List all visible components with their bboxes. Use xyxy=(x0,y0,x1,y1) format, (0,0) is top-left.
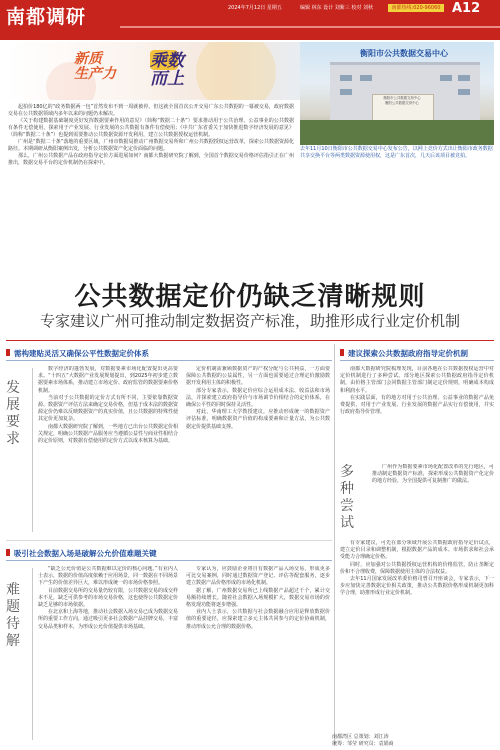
editor-credits: 编辑 林东 设计 刘紫三 校对 刘秋 xyxy=(300,5,373,11)
intro-text xyxy=(8,104,294,167)
publication-date: 2024年7月12日 星期五 xyxy=(228,5,282,11)
building-photo xyxy=(300,42,494,145)
section-title: 建议探索公共数据政府指导定价机制 xyxy=(348,349,468,358)
plaque-text: 衡阳市公共数据交易中心 衡阳公共数据交易中心 xyxy=(383,96,421,105)
section-column: 专家认为，应鼓励企业将自有数据产品入场交易，形成更多可比交易案例，同时通过数据资产登记、评估等配套服务，逐步建立数据产品价格形成的市场化机制。 据了解，广州数据交易所已上线数据产品超过千个，累计交易额持续增长。随着社会数据入场规模扩大，数据交易市场的价格发现功能将逐步增强。 业内人士表示，公共数据与社会数据融合应用是释放数据价值的重要途径，应探索建立多元主体共同参与的定价协商机制，推动形成公允合理的数据价格。 xyxy=(186,566,330,630)
trees xyxy=(300,120,494,145)
intro-paragraph: 广州是“数据二十条”落地的重要区域，广州市数据局推动广州数据交易所和广州公共数据授权运营改革，探索公共数据资源化路径。本期调研从衡阳案例出发，分析公共数据资产化定价面临的问题。 xyxy=(8,139,294,152)
slogan1-line1: 新质 xyxy=(74,51,102,67)
section-side-label: 发 展 要 求 xyxy=(6,380,20,447)
sub-headline: 专家建议广州可推动制定数据资产标准，助推形成行业定价机制 xyxy=(39,312,460,330)
section-divider xyxy=(6,540,332,541)
photo-caption: 去年11月10日衡阳市公共数据交易中心发布公告，以网上竞价方式出让衡阳市政务数据共享交换平台等两类数据资源使用权，这是广东首次，几天后该项目被竞拍。 xyxy=(300,146,493,159)
section-rule xyxy=(340,360,494,361)
label-divider xyxy=(32,568,33,740)
section-rule xyxy=(6,360,332,361)
label-divider xyxy=(32,368,33,532)
slogan1-line2: 生产力 xyxy=(74,66,116,82)
intro-paragraph: 起拍价180亿的“政务数据两一包”首然发布不到一周就被停。但这就全国首次公开交易广东公共数据的一幕被交易，政府数据交易在公共数据领域内多年以来的问题仍未解决。 xyxy=(8,104,294,117)
hotline-badge: 南都热线:020-96060 xyxy=(388,4,444,12)
column-divider xyxy=(334,344,335,746)
headline-rule xyxy=(6,340,494,341)
section-side-label: 多 种 尝 试 xyxy=(340,464,354,531)
slogan2-line1: 乘数 xyxy=(150,51,184,71)
section-title: 需构建贴灵活又确保公平性数据定价体系 xyxy=(14,349,149,358)
intro-paragraph: 那么，广州公共数据产品在政府指导定价方面进展如何？南都大数据研究院了解到，全国首个数据交易价格评估指引正在广州推出，数据交易平台的定价机制仍在探索中。 xyxy=(8,153,294,166)
page-number: A12 xyxy=(452,1,481,16)
slogan2-line2: 而上 xyxy=(150,69,184,89)
section-column: “缺乏公允价值是公共数据难以定价的核心问题。”有业内人士表示，数据的价值高度依赖于应用场景，同一数据在不同场景下产生的价值差异巨大，难以形成统一的市场价格参照。 目前数据交易所的交易量仍较有限，公共数据交易的成交样本不足，缺乏可供参考的市场交易价格，这也使得公共数据定价缺乏足够的市场依据。 在北京和上海等地，推动社会数据入场交易已成为数据交易所的重要工作方向，通过吸引更多社会数据产品挂牌交易，丰富交易品类和样本，为形成公允价值提供市场基础。 xyxy=(38,566,178,630)
section-column: 南都大数据研究院梳理发现，目前各地在公共数据授权运营中对定价机制进行了多种尝试。部分地区探索公共数据政府指导定价机制，由价格主管部门会同数据主管部门制定定价规则，明确成本构成和利润水平。 在实践层面，有的地方对用于公共治理、公益事业的数据产品免费提供，对用于产业发展、行业发展的数据产品实行有偿使用，并实行政府指导价管理。 xyxy=(340,366,494,416)
section-title: 吸引社会数据入场是破解公允价值难题关键 xyxy=(14,549,157,558)
slogan-multiply xyxy=(150,50,210,98)
intro-paragraph: 《关于构建数据基础制度更好发挥数据要素作用的意见》（简称“数据二十条”）要求推动用于公共治理、公益事业的公共数据有条件无偿使用，探索用于产业发展、行业发展的公共数据有条件有偿使用；《中共广东省委关于加快推进数字经济发展的意见》（简称“数据二十条”）也提到需要推动公共数据资源开发利用，建立公共数据授权运营机制。 xyxy=(8,118,294,138)
section-logo: 南都调研 xyxy=(6,6,87,28)
slogan-new-productivity xyxy=(74,48,136,96)
building-sign: 衡阳市公共数据交易中心 xyxy=(360,49,448,58)
section-column: 广州作为数据要素市场化配置改革的先行地区，可推动制定数据资产标准，探索形成公共数据资产化定价的地方经验，为全国提供可复制推广的做法。 xyxy=(372,464,494,485)
footer-credits: 南都湾区 总策划：刘江涛 统筹：邹莹 研究员：袁娟商 xyxy=(332,734,394,747)
section-side-label: 难 题 待 解 xyxy=(6,582,20,649)
section-column: 数字经济的蓬勃发展，对数据要素市场化配置提出更高要求。“十四五”大数据产业发展规划提出，到2025年初步建立数据要素市场体系，推动建立市场定价、政府监管的数据要素价格机制。 当前对于公共数据的定价方式有所不同，主要依靠数据资源、数据资产评估方法来确定交易价格，但基于成本法的数据资源定价仍难以反映数据资产的真实价值，且公共数据的特殊性使其定价更加复杂。 南都大数据研究院了解到，一些地方已出台公共数据定价相关规定，明确公共数据产品服务应当遵循公益性与商业性相结合的定价原则，对数据有偿使用的定价方式以成本核算为基础。 xyxy=(38,366,178,445)
section-column: 有专家建议，可先在部分领域开展公共数据政府指导定价试点，建立定价目录和调整机制，根据数据产品的成本、市场供求和社会承受能力合理确定价格。 同时，应加强对公共数据授权运营机构的价格监管，防止垄断定价和不合理收费，保障数据使用主体的合法权益。 去年11月国家发展改革委价格司曾召开座谈会，专家表示，下一步应加快完善数据定价相关政策，推动公共数据价格形成机制更加科学合理，助推形成行业定价机制。 xyxy=(340,540,494,597)
section-column: 定价机制需兼顾数据资产的产权分配与公共利益，一方面要保障公共数据的公益属性，另一方面也需要通过合理定价激励数据开发利用主体的积极性。 部分专家表示，数据定价应综合运用成本法、收益法和市场法，并探索建立政府指导价与市场调节价相结合的定价体系，在确保公平性的同时保持灵活性。 对此，华南理工大学教授建议，应推动形成统一的数据资产评估标准，明确数据资产价值的构成要素和计量方法，为公共数据定价提供基础支撑。 xyxy=(186,366,330,430)
section-marker-icon xyxy=(6,349,10,356)
main-headline: 公共数据定价仍缺乏清晰规则 xyxy=(74,282,426,312)
section-marker-icon xyxy=(6,549,10,556)
section-rule xyxy=(6,560,332,561)
header-stripe xyxy=(120,26,500,28)
section-marker-icon xyxy=(340,349,344,356)
